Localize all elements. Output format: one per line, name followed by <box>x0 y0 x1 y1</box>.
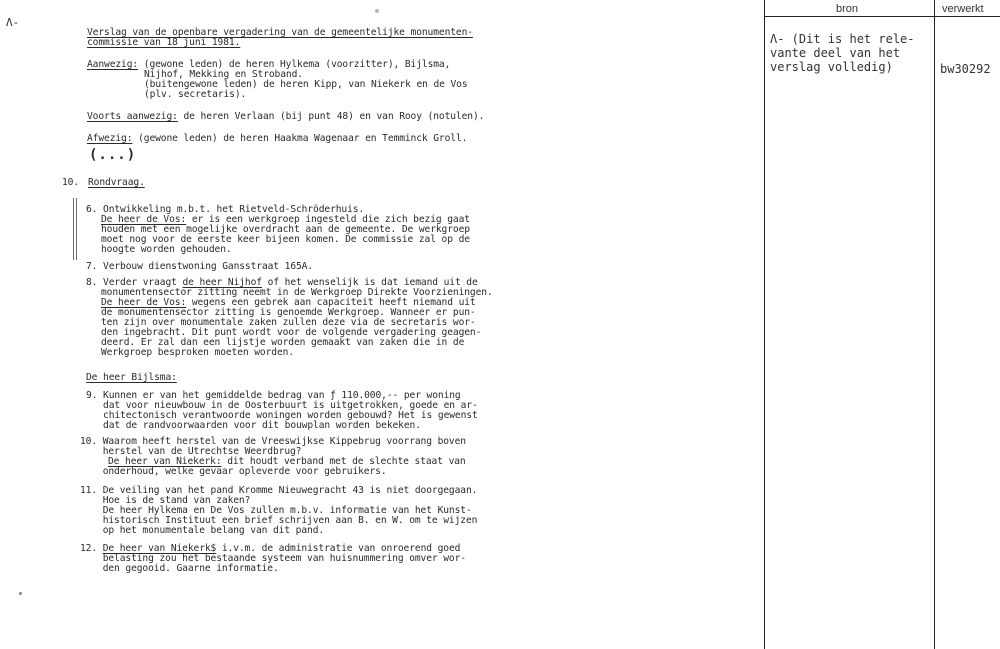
margin-bar <box>73 198 74 260</box>
verwerkt-code: bw30292 <box>940 62 991 76</box>
section-title: Rondvraag. <box>88 177 145 188</box>
handwritten-ellipsis: (...) <box>89 147 137 163</box>
column-header-verwerkt: verwerkt <box>942 3 984 15</box>
header-rule <box>764 16 1000 17</box>
also-present: Voorts aanwezig: de heren Verlaan (bij punt 48) en van Rooy (notulen). <box>87 111 485 122</box>
margin-mark: Λ- <box>6 16 20 29</box>
absent: Afwezig: (gewone leden) de heren Haakma Wagenaar en Temminck Groll. <box>87 133 468 144</box>
section-number: 10. <box>62 177 80 188</box>
scanned-document: Λ- Verslag van de openbare vergadering van de gemeentelijke monumenten- commissie van 18 juni 1981. Aanwezig: (gewone leden) de heren Hylkema (voorzitter), Bijlsma, Nijhof, Mekking en Stroband. (buitengewone leden) de heren Kipp, van Niekerk en de Vos (plv. secretaris). Voorts aanwezig: de heren Verlaan (bij punt 48) en van Rooy (notulen). Afwezig: (gewone leden) de heren Haakma Wagenaar en Temminck Groll. (...) 10. Rondvraag. 6. Ontwikkeling m.b.t. het Rietveld-Schröderhuis. De heer de Vos: er is een werkgroep ingesteld die zich bezig gaat houden met een mogelijke overdracht aan de gemeente. De werkgroep moet nog voor de eerste keer bijeen komen. De commissie zal op de hoogte worden gehouden. 7. Verbouw dienstwoning Gansstraat 165A. 8. Verder vraagt de heer Nijhof of het wenselijk is dat iemand uit de monumentensector zitting neemt in de Werkgroep Direkte Voorzieningen. De heer de Vos: wegens een gebrek aan capaciteit heeft niemand uit de monumentensector zitting is genoemde Werkgroep. Wanneer er pun- ten zijn over monumentale zaken zullen deze via de secretaris wor- den ingebracht. Dit punt wordt voor de volgende vergadering geagen- deerd. Er zal dan een lijstje worden gemaakt van zaken die in de Werkgroep besproken moeten worden. De heer Bijlsma: 9. Kunnen er van het gemiddelde bedrag van ƒ 110.000,-- per woning dat voor nieuwbouw in de Oosterbuurt is uitgetrokken, goede en ar- chitectonisch verantwoorde woningen worden gebouwd? Het is gewenst dat de randvoorwaarden voor dit bouwplan worden bekeken. 10. Waarom heeft herstel van de Vreeswijkse Kippebrug voorrang boven herstel van de Utrechtse Weerdbrug? De heer van Niekerk: dit houdt verband met de slechte staat van onderhoud, welke gevaar opleverde voor gebruikers. 11. De veiling van het pand Kromme Nieuwegracht 43 is niet doorgegaan. Hoe is de stand van zaken? De heer Hylkema en De Vos zullen m.b.v. informatie van het Kunst- historisch Instituut een brief schrijven aan B. en W. om te wijzen op het monumentale belang van dit pand. 12. De heer van Niekerk$ i.v.m. de administratie van onroerend goed belasting zou het bestaande systeem van huisnummering omver wor- den gegooid. Gaarne informatie. bron verwerkt Λ- (Dit is het rele- vante deel van het verslag volledig) bw30292 <box>0 0 1000 649</box>
margin-bar <box>76 198 77 260</box>
speaker-heading: De heer Bijlsma: <box>86 372 177 383</box>
punch-hole-mark <box>375 9 379 13</box>
column-divider <box>764 0 765 649</box>
column-divider <box>934 0 935 649</box>
speck-mark <box>19 592 22 595</box>
column-header-bron: bron <box>836 3 859 15</box>
item-7: 7. Verbouw dienstwoning Gansstraat 165A. <box>86 261 314 272</box>
